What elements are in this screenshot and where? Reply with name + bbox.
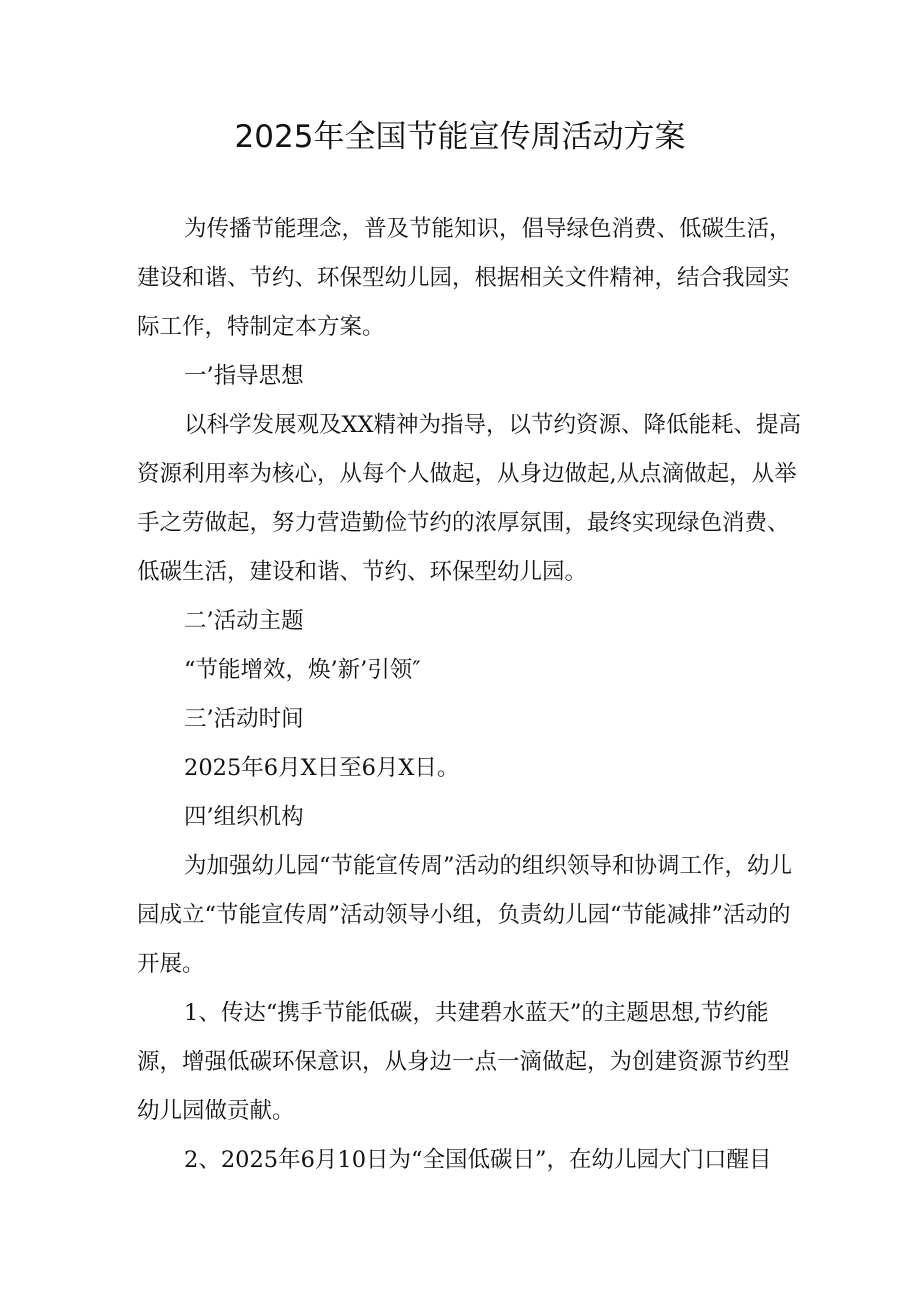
document-title: 2025年全国节能宣传周活动方案	[234, 119, 686, 155]
activity-time-text: 2025年6月X日至6月X日。	[184, 755, 460, 781]
document-body	[137, 205, 802, 1185]
list-item-1: 1、传达“携手节能低碳，共建碧水蓝天”的主题思想,节约能源，增强低碳环保意识，从身边一点一滴做起，为创建资源节约型幼儿园做贡献。	[137, 1000, 790, 1124]
list-item-2: 2、2025年6月10日为“全国低碳日”，在幼儿园大门口醒目	[184, 1147, 772, 1173]
guiding-ideology-paragraph: 以科学发展观及XX精神为指导，以节约资源、降低能耗、提高资源利用率为核心，从每个人做起，从身边做起,从点滴做起，从举手之劳做起，努力营造勤俭节约的浓厚氛围，最终实现绿色消费、低碳生活，建设和谐、节约、环保型幼儿园。	[137, 412, 802, 585]
organization-paragraph: 为加强幼儿园“节能宣传周”活动的组织领导和协调工作，幼儿园成立“节能宣传周”活动领导小组，负责幼儿园“节能减排”活动的开展。	[137, 853, 793, 977]
section-heading-guiding-ideology: 一’指导思想	[184, 363, 304, 389]
activity-theme-text: “节能增效，焕’新’引领″	[184, 657, 421, 683]
section-heading-organization: 四’组织机构	[184, 804, 304, 830]
section-heading-activity-theme: 二’活动主题	[184, 608, 304, 634]
intro-paragraph: 为传播节能理念，普及节能知识，倡导绿色消费、低碳生活，建设和谐、节约、环保型幼儿园，根据相关文件精神，结合我园实际工作，特制定本方案。	[137, 216, 792, 340]
section-heading-activity-time: 三’活动时间	[184, 706, 304, 732]
